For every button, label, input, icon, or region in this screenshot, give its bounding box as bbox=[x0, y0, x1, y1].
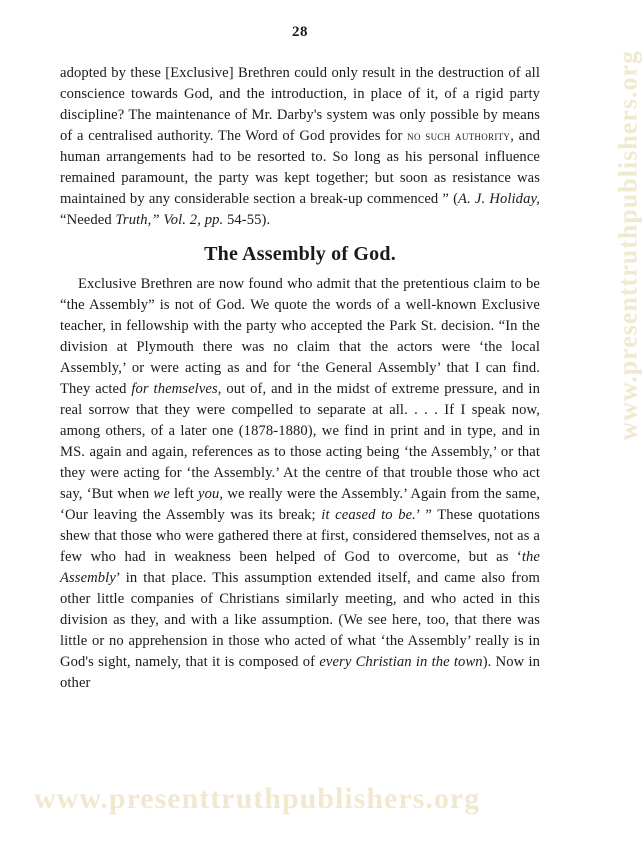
emphasis-for-themselves: for themselves, bbox=[131, 381, 222, 397]
citation-author: A. J. Holiday, bbox=[458, 191, 540, 207]
section-body bbox=[60, 274, 540, 694]
paragraph-1-smallcaps: no such authority bbox=[407, 128, 511, 143]
paragraph-1 bbox=[60, 63, 540, 231]
paragraph-2-part-5: ’ ” These quotations shew that those who were gathered there at first, considered themselves, not as a few who had in weakness been helped of God to overcome, but as ‘ bbox=[60, 507, 540, 565]
citation-title: Truth,” Vol. 2, pp. bbox=[115, 212, 224, 228]
citation-tail: 54-55). bbox=[223, 212, 271, 228]
paragraph-2-part-1: Exclusive Brethren are now found who admit that the pretentious claim to be “the Assembly” is not of God. We quote the words of a well-known Exclusive teacher, in fellowship with the party who accepted the Park St. decision. “In the division at Plymouth there was no claim that the actors were ‘the local Assembly,’ or were acting as and for ‘the General Assembly’ that I can find. They acted bbox=[60, 276, 540, 397]
emphasis-you: you, bbox=[198, 486, 224, 502]
paragraph-2-part-2: out of, and in the midst of extreme pressure, and in real sorrow that they were compelled to separate at all. . . . If I speak now, among others, of a later one (1878-1880), we find in print and in type, and in MS. again and again, references as to those acting being ‘the Assembly,’ or that they were acting for ‘the Assembly.’ At the centre of that trouble those who act say, ‘But when bbox=[60, 381, 540, 502]
watermark-right: www.presenttruthpublishers.org bbox=[614, 50, 643, 441]
citation-plain: “Needed bbox=[60, 212, 116, 228]
paragraph-2-part-6: ’ in that place. This assumption extended itself, and came also from other little companies of Christians similarly meeting, and who acted in this division as they, and with a like assumption. (We see here, too, that there was little or no apprehension in those who acted of what ‘the Assembly’ really is in God's sight, namely, that it is composed of bbox=[60, 570, 540, 670]
page-number: 28 bbox=[292, 24, 308, 40]
emphasis-it-ceased-to-be: it ceased to be. bbox=[321, 507, 416, 523]
watermark-bottom: www.presenttruthpublishers.org bbox=[34, 782, 481, 815]
emphasis-we: we bbox=[153, 486, 170, 502]
paragraph-2-part-7: ). Now in other bbox=[60, 654, 541, 691]
paragraph-2 bbox=[60, 274, 540, 694]
emphasis-every-christian: every Christian in the town bbox=[319, 654, 483, 670]
paragraph-1-middle: , and human arrangements had to be resorted to. So long as his personal influence remained paramount, the party was kept together; but soon as resistance was maintained by any considerable section a break-up commenced ” ( bbox=[60, 128, 540, 207]
paragraph-continued bbox=[60, 63, 540, 231]
page-content bbox=[0, 24, 600, 694]
paragraph-2-part-3: left bbox=[169, 486, 199, 502]
emphasis-the-assembly: the Assembly bbox=[60, 549, 540, 586]
paragraph-2-part-4: we really were the Assembly.’ Again from the same, ‘Our leaving the Assembly was its break; bbox=[60, 486, 541, 523]
paragraph-1-lead: adopted by these [Exclusive] Brethren could only result in the destruction of all conscience towards God, and the introduction, in place of it, of a rigid party discipline? The maintenance of Mr. Darby's system was only possible by means of a centralised authority. The Word of God provides for bbox=[60, 65, 540, 144]
section-heading: The Assembly of God. bbox=[204, 243, 396, 265]
